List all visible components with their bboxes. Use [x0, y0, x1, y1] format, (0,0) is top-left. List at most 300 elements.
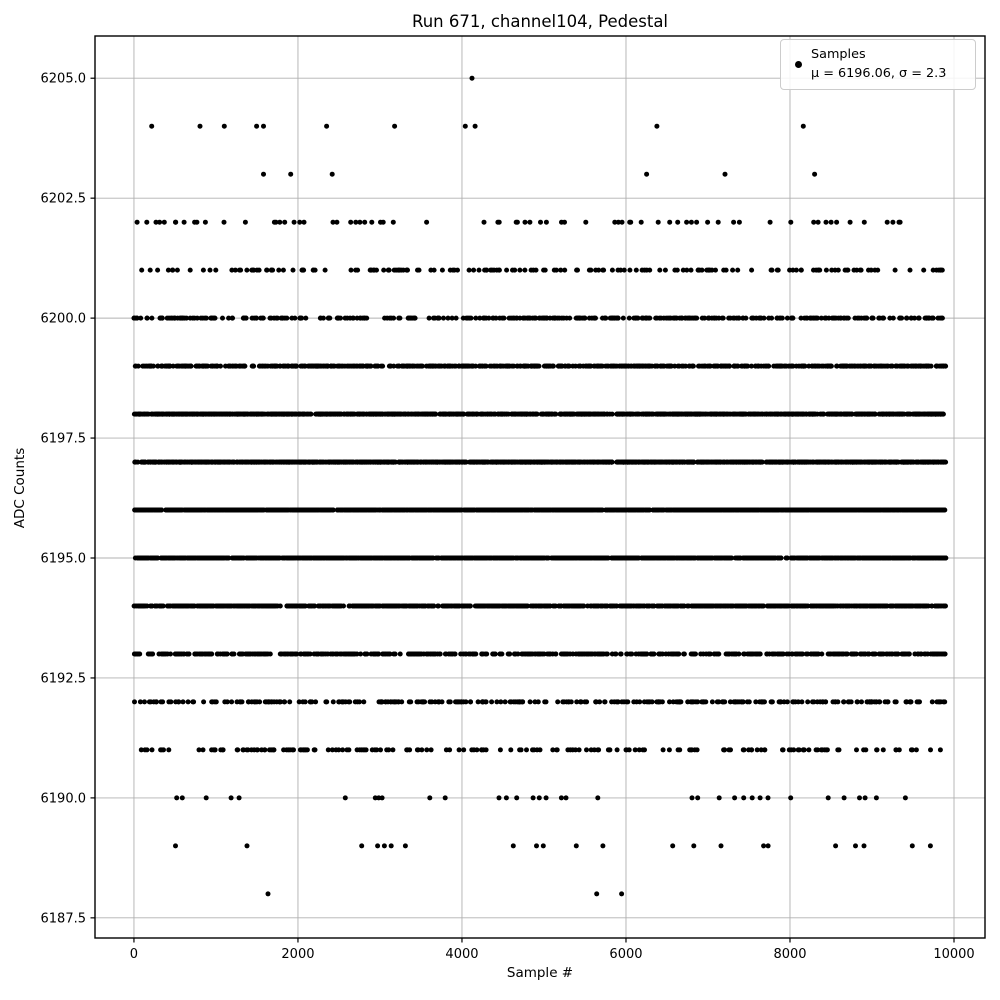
- sample-point: [672, 316, 677, 321]
- sample-point: [455, 268, 460, 273]
- sample-point: [548, 460, 553, 465]
- sample-point: [817, 268, 822, 273]
- sample-point: [497, 220, 502, 225]
- sample-point: [654, 316, 659, 321]
- sample-point: [769, 316, 774, 321]
- sample-point: [262, 460, 267, 465]
- sample-point: [858, 268, 863, 273]
- sample-point: [444, 460, 449, 465]
- sample-point: [657, 268, 662, 273]
- sample-point: [154, 220, 159, 225]
- sample-point: [654, 124, 659, 129]
- sample-point: [163, 412, 168, 417]
- sample-point: [744, 460, 749, 465]
- sample-point: [319, 460, 324, 465]
- sample-point: [667, 460, 672, 465]
- sample-point: [876, 316, 881, 321]
- sample-point: [405, 364, 410, 369]
- sample-point: [277, 364, 282, 369]
- sample-point: [342, 412, 347, 417]
- sample-point: [820, 412, 825, 417]
- sample-point: [919, 460, 924, 465]
- sample-point: [323, 268, 328, 273]
- sample-point: [461, 316, 466, 321]
- sample-point: [599, 364, 604, 369]
- sample-point: [694, 220, 699, 225]
- sample-point: [791, 364, 796, 369]
- sample-point: [587, 316, 592, 321]
- sample-point: [410, 364, 415, 369]
- sample-point: [465, 316, 470, 321]
- sample-point: [244, 268, 249, 273]
- sample-point: [447, 364, 452, 369]
- sample-point: [302, 460, 307, 465]
- sample-point: [726, 316, 731, 321]
- sample-point: [471, 268, 476, 273]
- grid-lines: [95, 36, 985, 938]
- sample-point: [496, 412, 501, 417]
- sample-point: [811, 220, 816, 225]
- sample-point: [139, 268, 144, 273]
- sample-point: [887, 316, 892, 321]
- sample-point: [211, 412, 216, 417]
- sample-point: [854, 460, 859, 465]
- sample-point: [225, 412, 230, 417]
- sample-point: [605, 364, 610, 369]
- sample-point: [155, 412, 160, 417]
- sample-point: [160, 316, 165, 321]
- sample-point: [365, 364, 370, 369]
- sample-point: [943, 364, 948, 369]
- sample-point: [628, 220, 633, 225]
- sample-point: [931, 268, 936, 273]
- sample-point: [713, 268, 718, 273]
- sample-point: [831, 316, 836, 321]
- sample-point: [582, 316, 587, 321]
- sample-point: [292, 220, 297, 225]
- sample-point: [515, 364, 520, 369]
- sample-point: [829, 220, 834, 225]
- sample-point: [357, 220, 362, 225]
- sample-point: [512, 268, 517, 273]
- sample-point: [467, 268, 472, 273]
- sample-point: [862, 220, 867, 225]
- sample-point: [626, 364, 631, 369]
- sample-point: [829, 268, 834, 273]
- sample-point: [587, 364, 592, 369]
- sample-point: [277, 220, 282, 225]
- sample-point: [381, 268, 386, 273]
- sample-point: [673, 460, 678, 465]
- sample-point: [742, 412, 747, 417]
- sample-point: [303, 316, 308, 321]
- sample-point: [893, 268, 898, 273]
- sample-point: [684, 220, 689, 225]
- sample-point: [865, 412, 870, 417]
- sample-point: [227, 460, 232, 465]
- sample-point: [523, 220, 528, 225]
- sample-point: [621, 316, 626, 321]
- sample-point: [924, 364, 929, 369]
- sample-point: [649, 460, 654, 465]
- sample-point: [492, 364, 497, 369]
- sample-point: [215, 364, 220, 369]
- sample-point: [178, 460, 183, 465]
- sample-point: [695, 460, 700, 465]
- sample-point: [482, 460, 487, 465]
- sample-point: [908, 268, 913, 273]
- sample-point: [822, 316, 827, 321]
- sample-point: [353, 268, 358, 273]
- sample-point: [646, 316, 651, 321]
- sample-point: [554, 460, 559, 465]
- sample-point: [676, 412, 681, 417]
- sample-point: [646, 364, 651, 369]
- sample-point: [233, 268, 238, 273]
- sample-point: [615, 460, 620, 465]
- sample-point: [683, 316, 688, 321]
- sample-point: [504, 268, 509, 273]
- sample-point: [448, 268, 453, 273]
- sample-point: [924, 316, 929, 321]
- sample-point: [520, 412, 525, 417]
- sample-point: [382, 316, 387, 321]
- sample-point: [514, 220, 519, 225]
- sample-point: [626, 460, 631, 465]
- sample-point: [173, 220, 178, 225]
- sample-point: [391, 220, 396, 225]
- sample-point: [450, 316, 455, 321]
- sample-point: [522, 268, 527, 273]
- sample-point: [359, 364, 364, 369]
- sample-point: [254, 124, 259, 129]
- sample-point: [566, 364, 571, 369]
- sample-point: [659, 412, 664, 417]
- sample-point: [821, 364, 826, 369]
- sample-point: [616, 220, 621, 225]
- sample-point: [473, 364, 478, 369]
- sample-point: [268, 460, 273, 465]
- sample-point: [246, 412, 251, 417]
- sample-point: [833, 460, 838, 465]
- sample-point: [689, 412, 694, 417]
- sample-point: [696, 268, 701, 273]
- sample-point: [132, 412, 137, 417]
- sample-point: [186, 460, 191, 465]
- sample-point: [380, 412, 385, 417]
- sample-point: [392, 124, 397, 129]
- sample-point: [477, 268, 482, 273]
- sample-point: [440, 268, 445, 273]
- sample-point: [368, 268, 373, 273]
- sample-point: [170, 268, 175, 273]
- sample-point: [269, 268, 274, 273]
- sample-point: [311, 268, 316, 273]
- sample-point: [710, 412, 715, 417]
- sample-point: [574, 268, 579, 273]
- sample-point: [196, 364, 201, 369]
- sample-point: [852, 364, 857, 369]
- sample-point: [806, 460, 811, 465]
- sample-point: [714, 460, 719, 465]
- sample-point: [575, 316, 580, 321]
- sample-point: [261, 412, 266, 417]
- sample-point: [934, 364, 939, 369]
- sample-point: [802, 316, 807, 321]
- sample-point: [143, 460, 148, 465]
- sample-point: [640, 268, 645, 273]
- sample-point: [647, 412, 652, 417]
- sample-point: [330, 172, 335, 177]
- sample-point: [743, 316, 748, 321]
- sample-point: [194, 460, 199, 465]
- sample-point: [463, 460, 468, 465]
- sample-point: [276, 268, 281, 273]
- sample-point: [885, 220, 890, 225]
- sample-point: [730, 412, 735, 417]
- sample-point: [477, 364, 482, 369]
- sample-point: [398, 412, 403, 417]
- sample-point: [441, 316, 446, 321]
- sample-point: [195, 412, 200, 417]
- sample-point: [702, 460, 707, 465]
- sample-point: [289, 460, 294, 465]
- sample-point: [602, 316, 607, 321]
- sample-point: [634, 268, 639, 273]
- sample-point: [321, 364, 326, 369]
- sample-point: [391, 316, 396, 321]
- sample-point: [167, 364, 172, 369]
- sample-point: [369, 220, 374, 225]
- sample-point: [373, 364, 378, 369]
- sample-point: [282, 460, 287, 465]
- sample-point: [502, 412, 507, 417]
- sample-point: [766, 364, 771, 369]
- sample-point: [251, 412, 256, 417]
- sample-point: [144, 220, 149, 225]
- sample-point: [337, 364, 342, 369]
- sample-point: [732, 364, 737, 369]
- sample-point: [231, 364, 236, 369]
- sample-point: [903, 460, 908, 465]
- sample-point: [208, 268, 213, 273]
- sample-point: [627, 316, 632, 321]
- sample-point: [613, 364, 618, 369]
- sample-point: [855, 316, 860, 321]
- sample-point: [194, 220, 199, 225]
- sample-point: [721, 460, 726, 465]
- sample-point: [542, 460, 547, 465]
- sample-point: [425, 412, 430, 417]
- sample-point: [921, 268, 926, 273]
- sample-point: [133, 316, 138, 321]
- sample-point: [473, 124, 478, 129]
- sample-point: [482, 364, 487, 369]
- sample-point: [509, 316, 514, 321]
- sample-point: [388, 364, 393, 369]
- sample-point: [500, 316, 505, 321]
- sample-point: [595, 460, 600, 465]
- sample-point: [737, 220, 742, 225]
- sample-point: [190, 412, 195, 417]
- sample-point: [320, 412, 325, 417]
- sample-point: [835, 364, 840, 369]
- sample-point: [166, 268, 171, 273]
- sample-point: [490, 316, 495, 321]
- sample-point: [583, 220, 588, 225]
- sample-point: [848, 220, 853, 225]
- sample-point: [291, 268, 296, 273]
- sample-point: [700, 316, 705, 321]
- sample-point: [749, 364, 754, 369]
- sample-point: [523, 460, 528, 465]
- sample-point: [569, 412, 574, 417]
- sample-point: [352, 364, 357, 369]
- sample-point: [530, 316, 535, 321]
- sample-point: [172, 316, 177, 321]
- sample-point: [235, 460, 240, 465]
- sample-point: [750, 460, 755, 465]
- sample-point: [702, 412, 707, 417]
- sample-point: [644, 172, 649, 177]
- sample-point: [710, 460, 715, 465]
- sample-point: [386, 268, 391, 273]
- sample-point: [591, 412, 596, 417]
- sample-point: [164, 460, 169, 465]
- sample-point: [690, 364, 695, 369]
- sample-point: [759, 460, 764, 465]
- sample-point: [880, 460, 885, 465]
- sample-point: [858, 364, 863, 369]
- sample-point: [816, 220, 821, 225]
- sample-point: [390, 412, 395, 417]
- sample-point: [261, 172, 266, 177]
- sample-point: [870, 316, 875, 321]
- sample-point: [933, 412, 938, 417]
- sample-point: [897, 220, 902, 225]
- sample-point: [809, 316, 814, 321]
- sample-point: [437, 364, 442, 369]
- sample-point: [934, 460, 939, 465]
- sample-point: [642, 460, 647, 465]
- sample-point: [435, 316, 440, 321]
- sample-point: [870, 460, 875, 465]
- sample-point: [562, 220, 567, 225]
- sample-point: [201, 268, 206, 273]
- sample-point: [142, 364, 147, 369]
- sample-point: [529, 364, 534, 369]
- sample-point: [636, 316, 641, 321]
- sample-point: [618, 268, 623, 273]
- sample-point: [769, 268, 774, 273]
- sample-point: [706, 316, 711, 321]
- sample-point: [272, 220, 277, 225]
- sample-point: [298, 316, 303, 321]
- sample-point: [145, 316, 150, 321]
- sample-point: [576, 460, 581, 465]
- sample-point: [482, 220, 487, 225]
- sample-point: [396, 364, 401, 369]
- sample-point: [656, 220, 661, 225]
- sample-point: [541, 268, 546, 273]
- sample-point: [349, 268, 354, 273]
- sample-point: [744, 364, 749, 369]
- sample-point: [917, 316, 922, 321]
- sample-point: [442, 364, 447, 369]
- sample-point: [160, 364, 165, 369]
- sample-point: [656, 460, 661, 465]
- sample-point: [220, 316, 225, 321]
- sample-point: [860, 460, 865, 465]
- sample-point: [521, 364, 526, 369]
- sample-point: [230, 412, 235, 417]
- sample-point: [360, 316, 365, 321]
- sample-point: [203, 412, 208, 417]
- sample-point: [226, 364, 231, 369]
- sample-point: [676, 364, 681, 369]
- sample-point: [777, 316, 782, 321]
- sample-point: [609, 460, 614, 465]
- sample-point: [627, 268, 632, 273]
- sample-point: [834, 412, 839, 417]
- sample-point: [679, 460, 684, 465]
- sample-point: [538, 220, 543, 225]
- sample-point: [881, 316, 886, 321]
- sample-point: [432, 412, 437, 417]
- sample-point: [824, 460, 829, 465]
- sample-point: [338, 316, 343, 321]
- sample-point: [754, 412, 759, 417]
- sample-point: [204, 316, 209, 321]
- sample-point: [801, 124, 806, 129]
- sample-point: [222, 124, 227, 129]
- sample-point: [138, 316, 143, 321]
- sample-point: [735, 268, 740, 273]
- sample-point: [281, 268, 286, 273]
- sample-point: [574, 412, 579, 417]
- sample-point: [563, 460, 568, 465]
- sample-point: [148, 460, 153, 465]
- sample-point: [788, 220, 793, 225]
- sample-point: [610, 412, 615, 417]
- sample-point: [801, 364, 806, 369]
- sample-point: [481, 316, 486, 321]
- sample-point: [751, 316, 756, 321]
- sample-point: [639, 220, 644, 225]
- sample-point: [467, 364, 472, 369]
- sample-point: [576, 364, 581, 369]
- sample-point: [178, 316, 183, 321]
- sample-point: [238, 268, 243, 273]
- sample-point: [494, 460, 499, 465]
- sample-point: [419, 460, 424, 465]
- sample-point: [175, 364, 180, 369]
- sample-point: [133, 460, 138, 465]
- sample-point: [749, 268, 754, 273]
- sample-point: [640, 316, 645, 321]
- sample-point: [378, 220, 383, 225]
- sample-point: [730, 268, 735, 273]
- sample-point: [302, 220, 307, 225]
- sample-point: [663, 268, 668, 273]
- sample-point: [689, 220, 694, 225]
- sample-point: [874, 364, 879, 369]
- sample-point: [277, 460, 282, 465]
- sample-point: [899, 364, 904, 369]
- sample-point: [617, 412, 622, 417]
- sample-point: [324, 124, 329, 129]
- sample-point: [531, 268, 536, 273]
